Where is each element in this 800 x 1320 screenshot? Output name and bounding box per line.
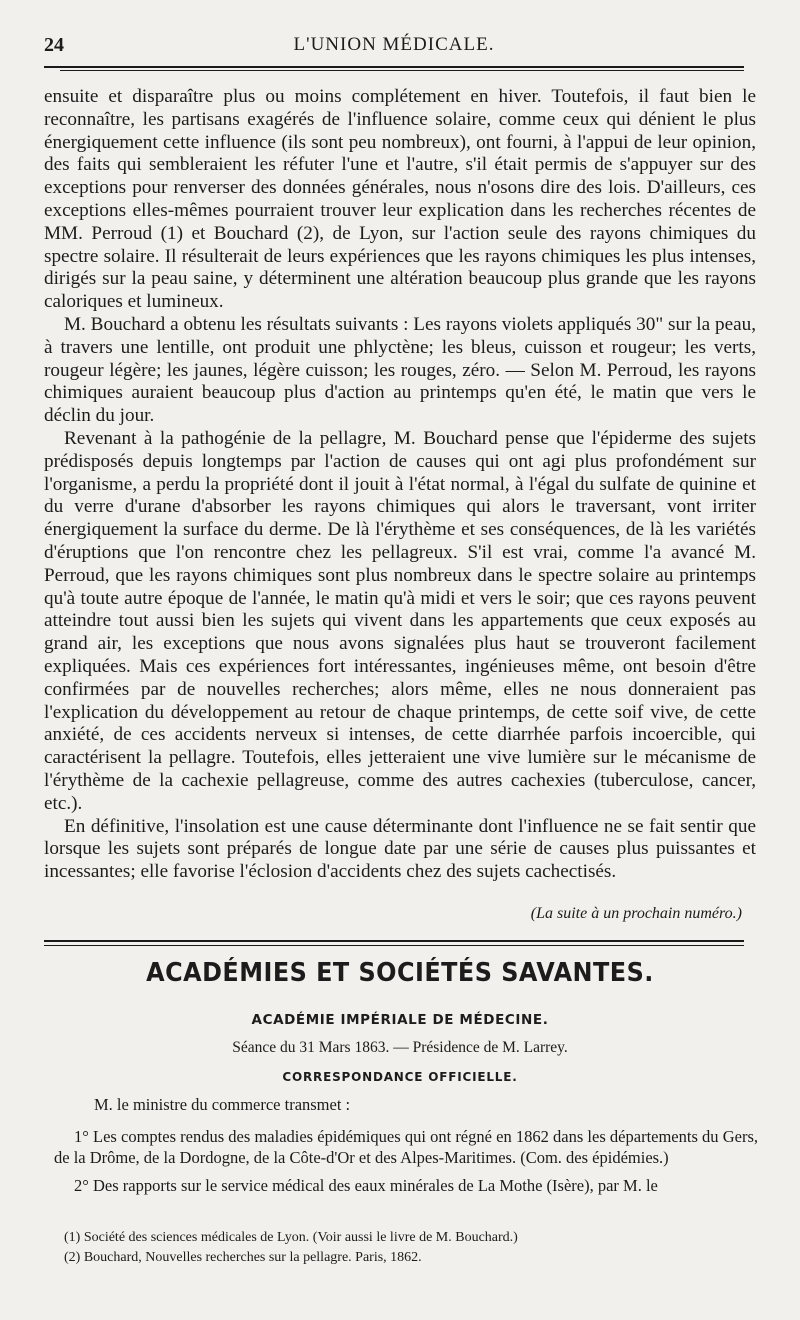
correspondance-heading: CORRESPONDANCE OFFICIELLE. (282, 1070, 518, 1084)
list-item: 2° Des rapports sur le service médical des eaux minérales de La Mothe (Isère), par M. le (74, 1175, 658, 1195)
article-paragraph: En définitive, l'insolation est une cause déterminante dont l'influence ne se fait sentir que lorsque les sujets sont préparés de longue date par une série de causes plus puissantes et incessantes; elle favorise l'éclosion d'accidents chez des sujets cachectisés. (44, 815, 756, 883)
article-body (44, 86, 756, 884)
continuation-note: (La suite à un prochain numéro.) (530, 905, 742, 922)
header-rule (44, 66, 744, 68)
header-rule-thin (60, 70, 744, 71)
footnote: (1) Société des sciences médicales de Lyon. (Voir aussi le livre de M. Bouchard.) (64, 1230, 518, 1245)
page-header (44, 30, 744, 66)
section-body (54, 1094, 758, 1202)
list-item: 1° Les comptes rendus des maladies épidémiques qui ont régné en 1862 dans les départements du Gers, de la Drôme, de la Dordogne, de la Côte-d'Or et des Alpes-Maritimes. (Com. des épidémies.) (54, 1126, 758, 1167)
session-line: Séance du 31 Mars 1863. — Présidence de M. Larrey. (232, 1039, 568, 1056)
page-number: 24 (44, 34, 64, 56)
footnote: (2) Bouchard, Nouvelles recherches sur la pellagre. Paris, 1862. (64, 1250, 422, 1265)
section-divider (44, 940, 744, 942)
journal-title: L'UNION MÉDICALE. (293, 34, 495, 55)
article-paragraph: ensuite et disparaître plus ou moins complétement en hiver. Toutefois, il faut bien le reconnaître, les partisans exagérés de l'influence solaire, comme ceux qui dénient le plus énergiquement cette influence (ils sont peu nombreux), ont fourni, à l'appui de leur opinion, des faits qui sembleraient les réfuter l'une et l'autre, s'il était permis de s'appuyer sur des exceptions pour renverser des données générales, nous n'osons dire des lois. D'ailleurs, ces exceptions elles-mêmes pourraient trouver leur explication dans les recherches récentes de MM. Perroud (1) et Bouchard (2), de Lyon, sur l'action seule des rayons chimiques du spectre solaire. Il résulterait de leurs expériences que les rayons chimiques les plus intenses, dirigés sur la peau saine, y déterminent une altération beaucoup plus grande que les rayons caloriques et lumineux. (44, 86, 756, 313)
article-paragraph: Revenant à la pathogénie de la pellagre, M. Bouchard pense que l'épiderme des sujets prédisposés depuis longtemps par l'action de causes qui ont agi plus profondément sur l'organisme, a perdu la propriété dont il jouit à l'état normal, à l'égal du sulfate de quinine et du verre d'urane d'absorber les rayons chimiques qui alors le traversant, vont irriter énergiquement la surface du derme. De là l'érythème et ses conséquences, de là les variétés d'éruptions que l'on rencontre chez les pellagreux. S'il est vrai, comme l'a avancé M. Perroud, que les rayons chimiques sont plus nombreux dans le spectre solaire au printemps qu'à toute autre époque de l'année, le matin qu'à midi et vers le soir; que ces rayons peuvent atteindre tout aussi bien les sujets qui vivent dans les appartements que ceux exposés au grand air, les exceptions que nous avons signalées plus haut se trouveront facilement expliquées. Mais ces expériences fort intéressantes, ingénieuses même, ont besoin d'être confirmées par de nouvelles recherches; alors même, elles ne nous donneraient pas l'explication du développement au retour de chaque printemps, de cette soif vive, de cette anxiété, de ces accidents nerveux si intenses, de cette diarrhée parfois incoercible, qui caractérisent la pellagre. Toutefois, elles jetteraient une vive lumière sur le mécanisme de l'érythème de la cachexie pellagreuse, comme des autres cachexies (tuberculose, cancer, etc.). (44, 427, 756, 814)
article-paragraph: M. Bouchard a obtenu les résultats suivants : Les rayons violets appliqués 30" sur la peau, à travers une lentille, ont produit une phlyctène; les bleus, cuisson et rougeur; les verts, rougeur légère; les jaunes, légère cuisson; les rouges, zéro. — Selon M. Perroud, les rayons chimiques auraient beaucoup plus d'action au printemps qu'en été, le matin que vers le déclin du jour. (44, 313, 756, 427)
section-divider-thin (44, 945, 744, 946)
academy-heading: ACADÉMIE IMPÉRIALE DE MÉDECINE. (251, 1012, 549, 1028)
footnotes (64, 1228, 754, 1268)
section-lead: M. le ministre du commerce transmet : (94, 1095, 351, 1114)
section-title: ACADÉMIES ET SOCIÉTÉS SAVANTES. (146, 958, 654, 988)
